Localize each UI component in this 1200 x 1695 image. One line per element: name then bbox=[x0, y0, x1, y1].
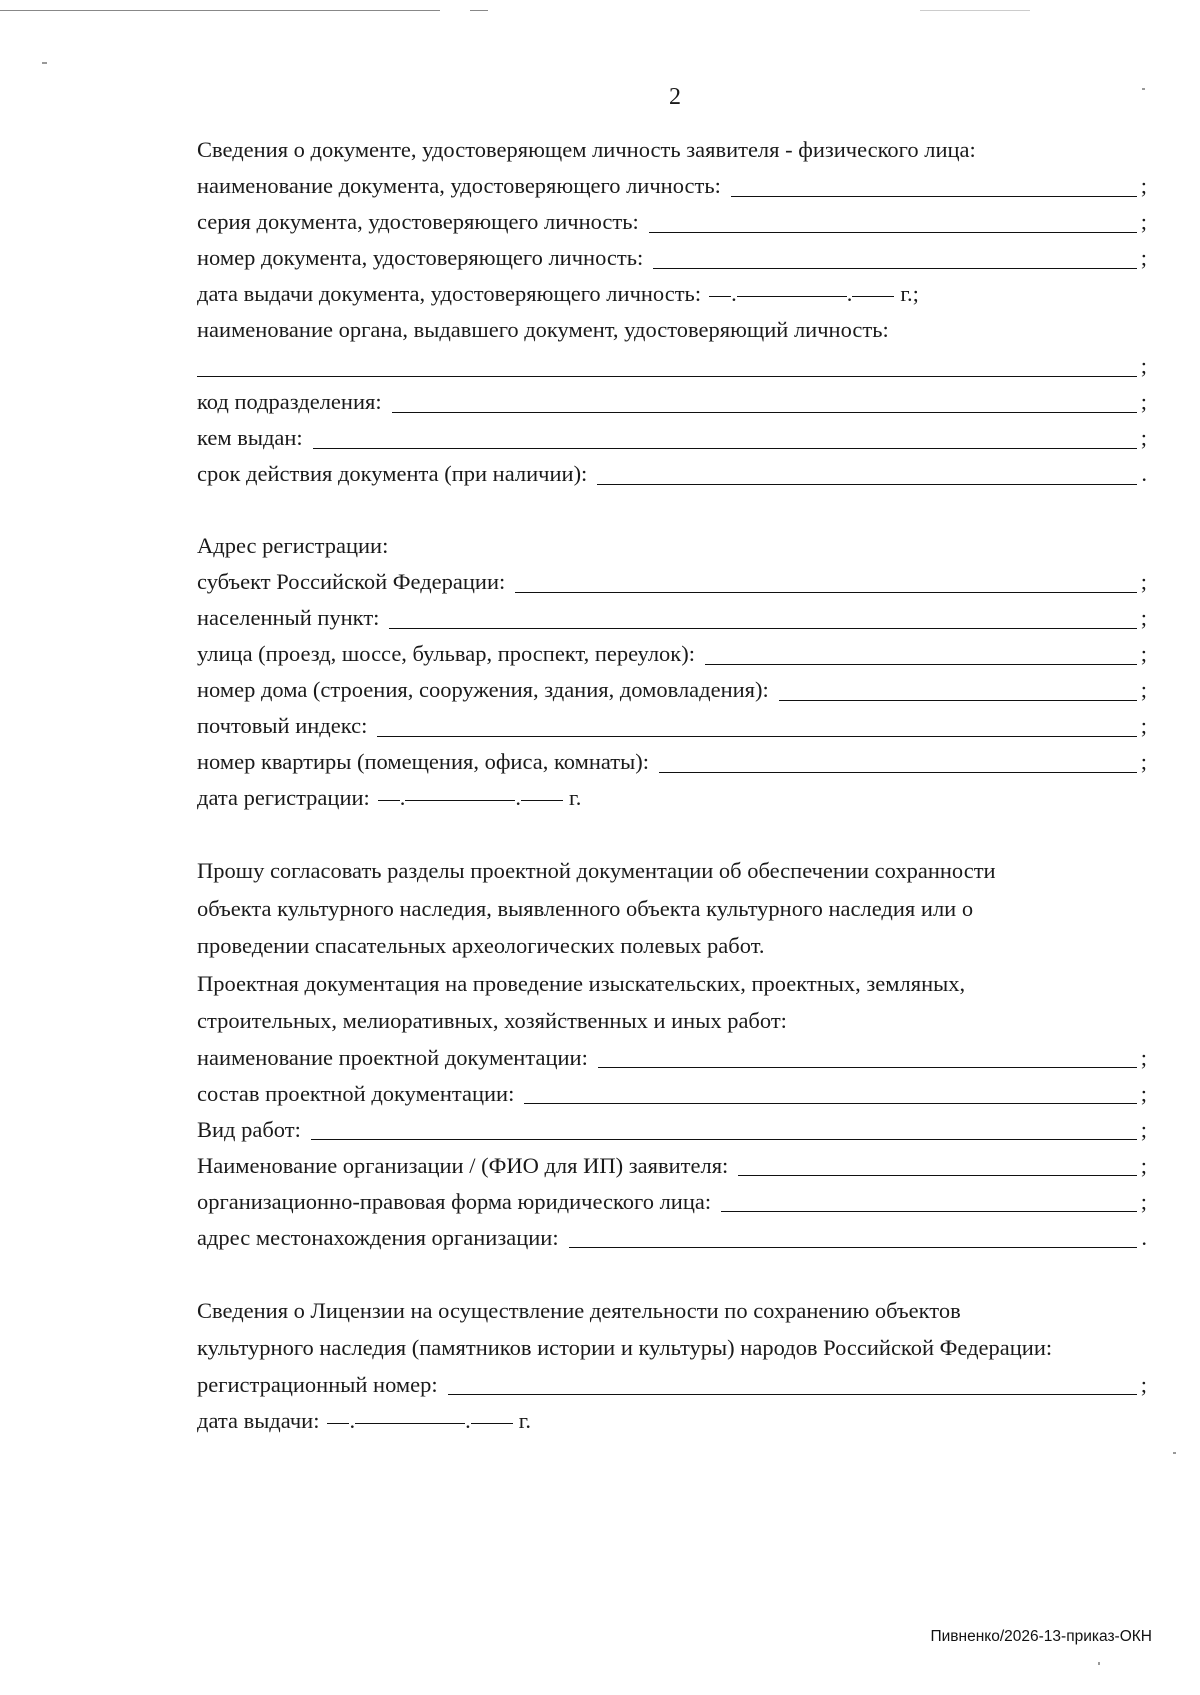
blank-line[interactable] bbox=[389, 628, 1136, 629]
blank-line[interactable] bbox=[779, 700, 1137, 701]
form-body bbox=[197, 132, 1147, 1439]
field-series[interactable]: серия документа, удостоверяющего личность: ; bbox=[197, 209, 1147, 234]
field-apartment[interactable]: номер квартиры (помещения, офиса, комнаты): ; bbox=[197, 749, 1147, 774]
field-number[interactable]: номер документа, удостоверяющего личность: ; bbox=[197, 245, 1147, 270]
day-blank[interactable] bbox=[709, 295, 731, 297]
request-text-line: объекта культурного наследия, выявленного объекта культурного наследия или о bbox=[197, 895, 974, 921]
blank-line[interactable] bbox=[653, 268, 1137, 269]
scan-artifact-line bbox=[0, 10, 440, 11]
scan-speck bbox=[42, 62, 47, 64]
blank-line[interactable] bbox=[721, 1211, 1137, 1212]
month-blank[interactable] bbox=[737, 295, 847, 297]
field-division-code[interactable]: код подразделения: ; bbox=[197, 389, 1147, 414]
blank-line[interactable] bbox=[197, 376, 1137, 377]
month-blank[interactable] bbox=[405, 799, 515, 801]
field-subject[interactable]: субъект Российской Федерации: ; bbox=[197, 569, 1147, 594]
license-text-line: Сведения о Лицензии на осуществление деятельности по сохранению объектов bbox=[197, 1297, 961, 1323]
blank-line[interactable] bbox=[392, 412, 1137, 413]
page-number: 2 bbox=[669, 84, 681, 110]
year-blank[interactable] bbox=[521, 799, 563, 801]
blank-line[interactable] bbox=[515, 592, 1136, 593]
field-settlement[interactable]: населенный пункт: ; bbox=[197, 605, 1147, 630]
scan-artifact-line bbox=[920, 10, 1030, 11]
scan-artifact-line bbox=[470, 10, 488, 11]
year-blank[interactable] bbox=[852, 295, 894, 297]
blank-line[interactable] bbox=[705, 664, 1137, 665]
blank-line[interactable] bbox=[569, 1247, 1138, 1248]
blank-line[interactable] bbox=[731, 196, 1137, 197]
field-work-type[interactable]: Вид работ: ; bbox=[197, 1116, 1147, 1142]
blank-line[interactable] bbox=[311, 1139, 1137, 1140]
field-issued-by[interactable]: кем выдан: ; bbox=[197, 425, 1147, 450]
blank-line[interactable] bbox=[649, 232, 1137, 233]
field-project-doc-name[interactable]: наименование проектной документации: ; bbox=[197, 1044, 1147, 1070]
scan-speck bbox=[1173, 1452, 1176, 1454]
document-footer-code: Пивненко/2026-13-приказ-ОКН bbox=[930, 1628, 1152, 1645]
license-text-line: культурного наследия (памятников истории и культуры) народов Российской Федерации: bbox=[197, 1335, 1053, 1360]
field-issuer[interactable]: ; bbox=[197, 348, 1147, 384]
day-blank[interactable] bbox=[378, 799, 400, 801]
field-doc-name[interactable]: наименование документа, удостоверяющего личность: ; bbox=[197, 173, 1147, 198]
identity-heading: Сведения о документе, удостоверяющем личность заявителя - физического лица: bbox=[197, 137, 976, 162]
request-text-line: Прошу согласовать разделы проектной документации об обеспечении сохранности bbox=[197, 858, 996, 883]
field-validity[interactable]: срок действия документа (при наличии): . bbox=[197, 461, 1147, 486]
field-house[interactable]: номер дома (строения, сооружения, здания, домовладения): ; bbox=[197, 677, 1147, 702]
request-text-line: строительных, мелиоративных, хозяйственных и иных работ: bbox=[197, 1008, 787, 1033]
scan-speck bbox=[1098, 1662, 1100, 1665]
request-text-line: проведении спасательных археологических полевых работ. bbox=[197, 933, 765, 958]
field-project-composition[interactable]: состав проектной документации: ; bbox=[197, 1080, 1147, 1106]
month-blank[interactable] bbox=[355, 1422, 465, 1424]
field-license-number[interactable]: регистрационный номер: ; bbox=[197, 1371, 1147, 1397]
issuer-label: наименование органа, выдавшего документ, удостоверяющий личность: bbox=[197, 317, 889, 342]
field-license-date[interactable]: дата выдачи: . . г. bbox=[197, 1407, 532, 1433]
registration-heading: Адрес регистрации: bbox=[197, 533, 389, 558]
field-org-address[interactable]: адрес местонахождения организации: . bbox=[197, 1224, 1147, 1250]
year-blank[interactable] bbox=[471, 1422, 513, 1424]
blank-line[interactable] bbox=[738, 1175, 1136, 1176]
request-text-line: Проектная документация на проведение изыскательских, проектных, земляных, bbox=[197, 970, 966, 996]
field-legal-form[interactable]: организационно-правовая форма юридического лица: ; bbox=[197, 1188, 1147, 1214]
field-issue-date[interactable]: дата выдачи документа, удостоверяющего личность: . . г.; bbox=[197, 281, 919, 306]
field-registration-date[interactable]: дата регистрации: . . г. bbox=[197, 785, 582, 810]
blank-line[interactable] bbox=[313, 448, 1137, 449]
blank-line[interactable] bbox=[659, 772, 1137, 773]
field-org-name[interactable]: Наименование организации / (ФИО для ИП) заявителя: ; bbox=[197, 1152, 1147, 1178]
blank-line[interactable] bbox=[377, 736, 1136, 737]
blank-line[interactable] bbox=[598, 1067, 1137, 1068]
blank-line[interactable] bbox=[524, 1103, 1136, 1104]
blank-line[interactable] bbox=[448, 1394, 1137, 1395]
day-blank[interactable] bbox=[327, 1422, 349, 1424]
field-street[interactable]: улица (проезд, шоссе, бульвар, проспект, переулок): ; bbox=[197, 641, 1147, 666]
field-postcode[interactable]: почтовый индекс: ; bbox=[197, 713, 1147, 738]
blank-line[interactable] bbox=[597, 484, 1137, 485]
